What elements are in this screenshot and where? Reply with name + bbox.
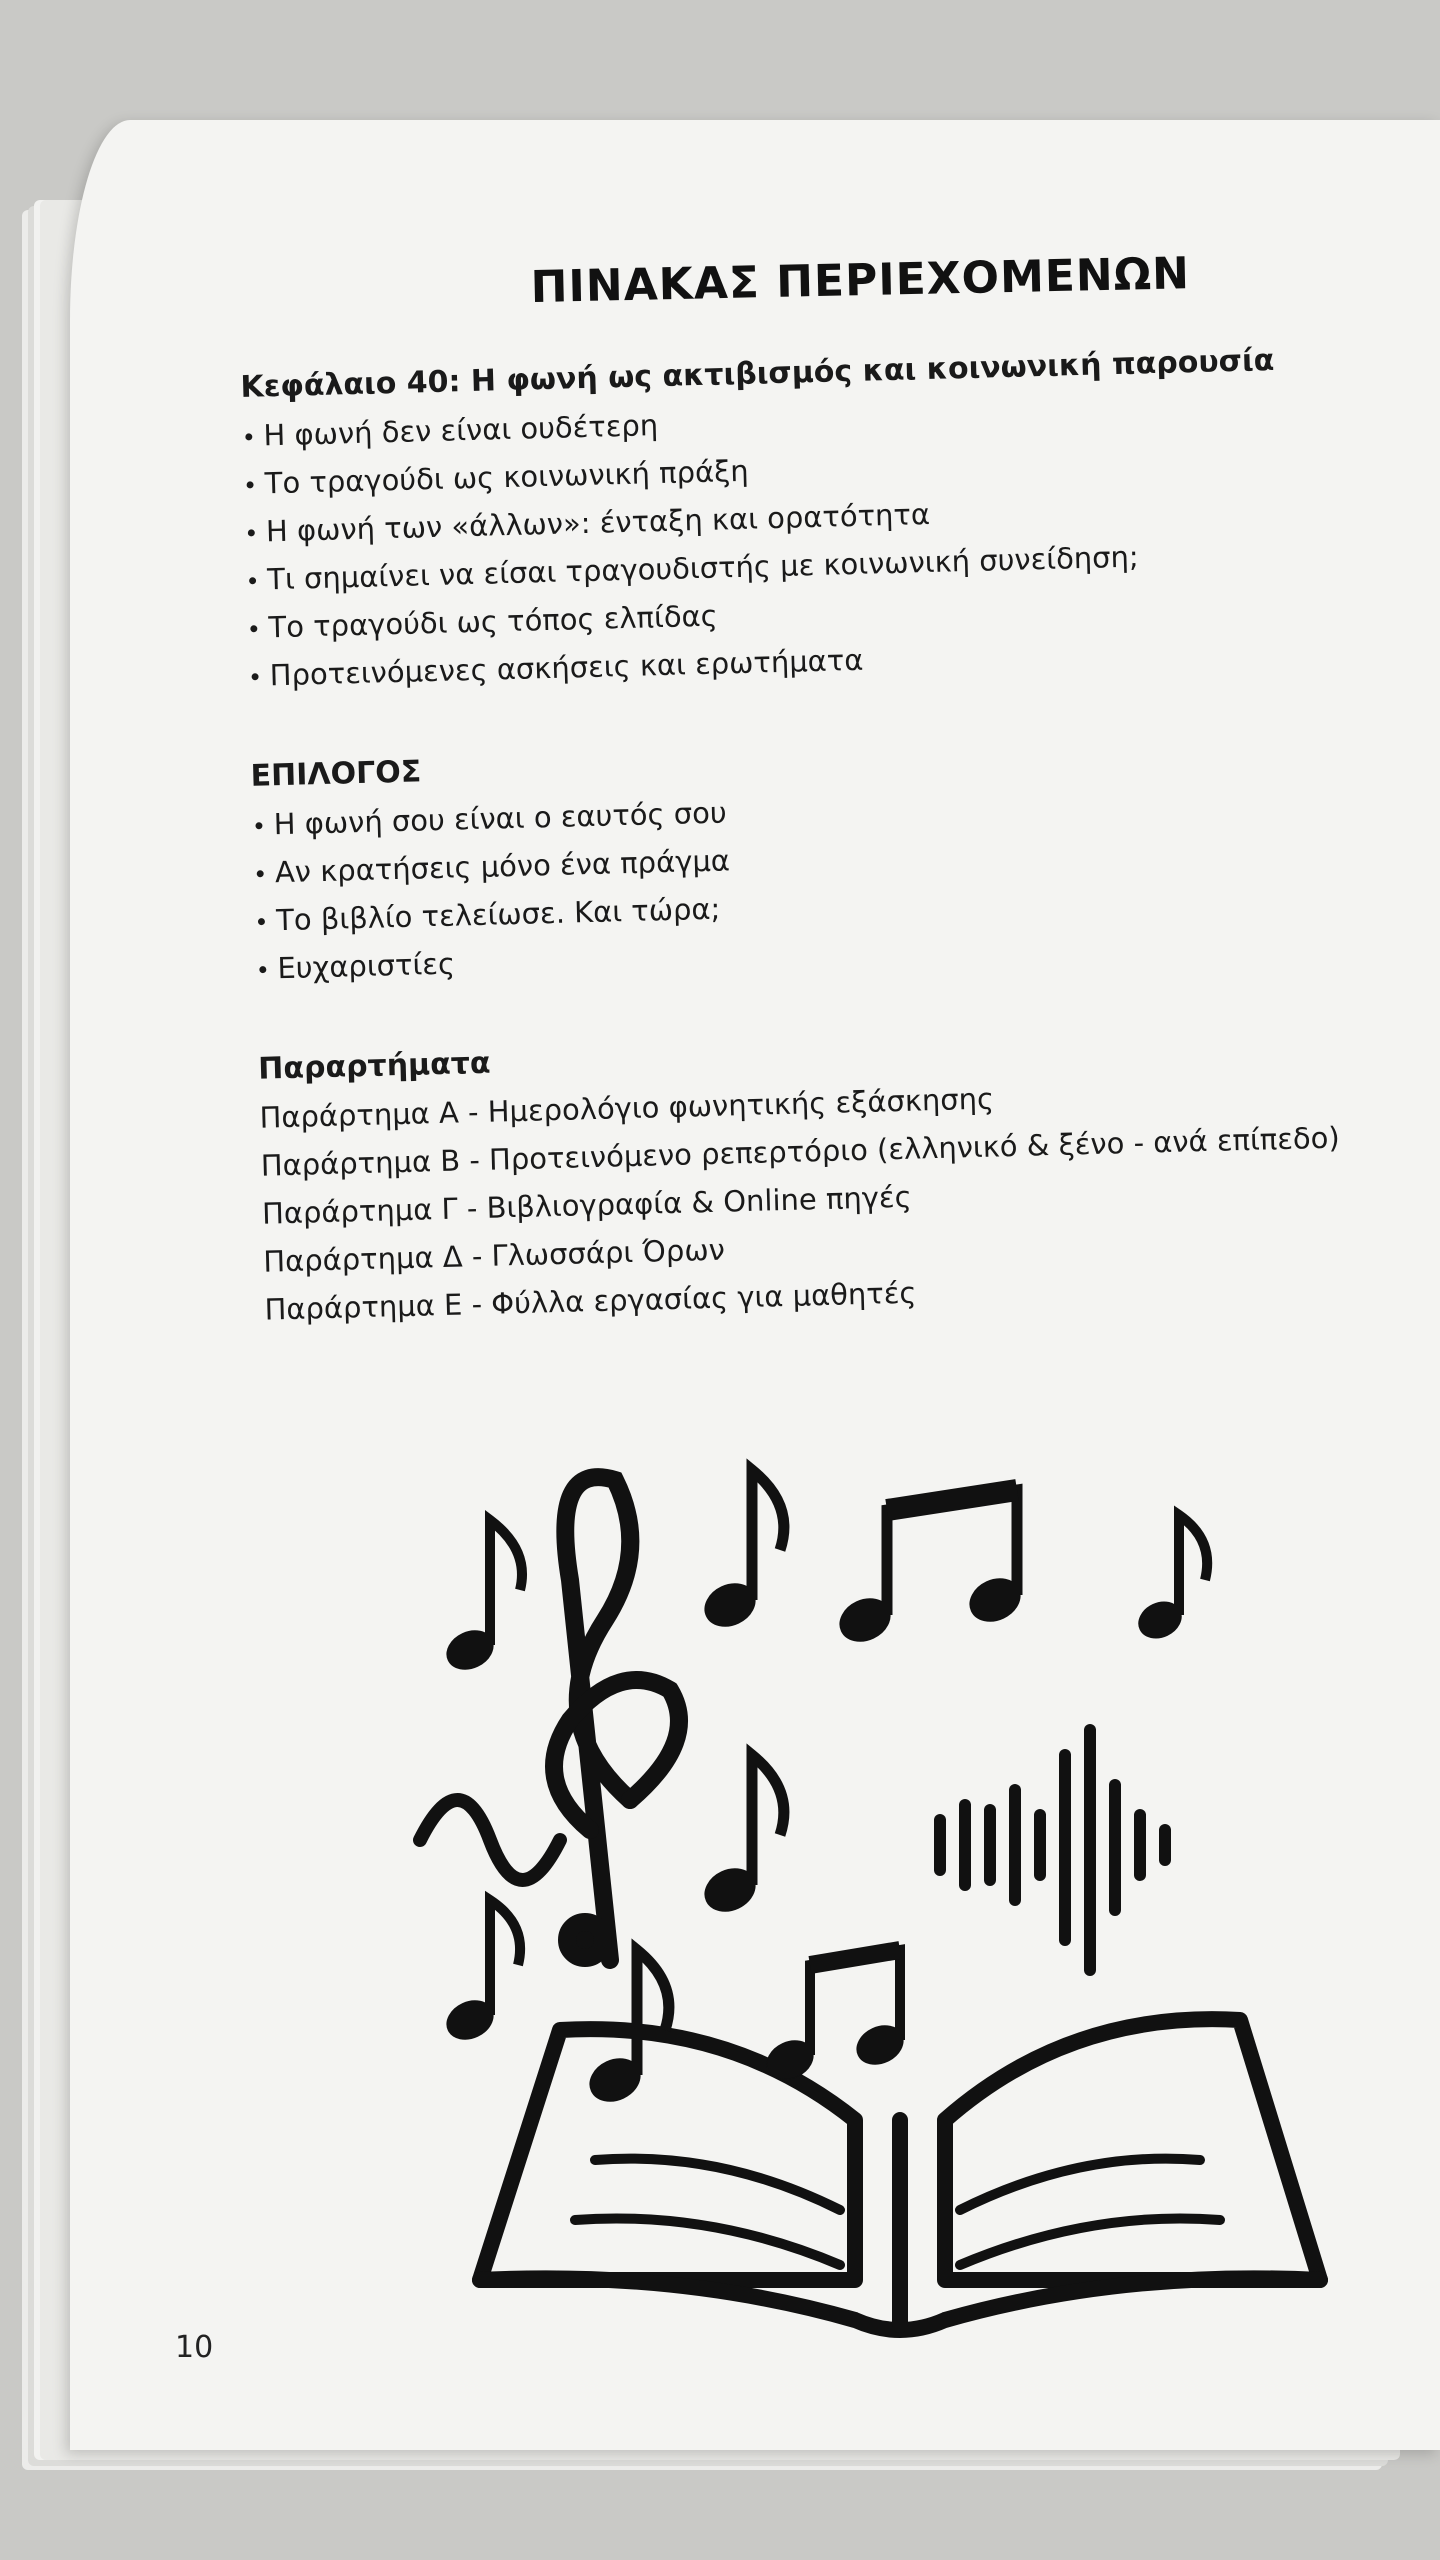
list-item: • Το τραγούδι ως τόπος ελπίδας — [246, 574, 1427, 653]
appendices-section — [258, 1021, 1440, 1335]
list-item: • Η φωνή των «άλλων»: ένταξη και ορατότητα — [244, 478, 1425, 557]
sound-wave-icon — [420, 1800, 560, 1880]
page-title: ΠΙΝΑΚΑΣ ΠΕΡΙΕΧΟΜΕΝΩΝ — [530, 248, 1191, 314]
epilogue-list — [251, 771, 1436, 994]
table-of-contents — [240, 339, 1440, 1393]
beamed-notes-icon — [761, 1950, 910, 2086]
list-item: Παράρτημα Γ - Βιβλιογραφία & Online πηγές — [261, 1179, 913, 1231]
music-note-icon — [441, 1900, 520, 2046]
page-number: 10 — [175, 2330, 214, 2365]
audio-bars-icon — [940, 1730, 1165, 1970]
appendices-list — [259, 1064, 1440, 1335]
music-note-icon — [698, 1755, 784, 1919]
appendices-heading: Παραρτήματα — [257, 1045, 491, 1087]
list-item: • Η φωνή σου είναι ο εαυτός σου — [251, 771, 1432, 850]
music-note-icon — [441, 1520, 522, 1676]
chapter-40-heading: Κεφάλαιο 40: Η φωνή ως ακτιβισμός και κοινωνική παρουσία — [240, 342, 1275, 405]
list-item: Παράρτημα Α - Ημερολόγιο φωνητικής εξάσκησης — [259, 1081, 995, 1135]
list-item: • Προτεινόμενες ασκήσεις και ερωτήματα — [247, 622, 1428, 701]
list-item: • Το τραγούδι ως κοινωνική πράξη — [242, 430, 1423, 509]
list-item: Παράρτημα Ε - Φύλλα εργασίας για μαθητές — [264, 1275, 917, 1327]
list-item: Παράρτημα Β - Προτεινόμενο ρεπερτόριο (ελληνικό & ξένο - ανά επίπεδο) — [260, 1120, 1341, 1183]
beamed-notes-icon — [833, 1490, 1027, 1649]
list-item: • Τι σημαίνει να είσαι τραγουδιστής με κοινωνική συνείδηση; — [245, 526, 1426, 605]
list-item: • Ευχαριστίες — [255, 915, 1436, 994]
chapter-40-section — [240, 339, 1428, 701]
music-note-icon — [698, 1470, 784, 1634]
book-page — [70, 120, 1440, 2450]
list-item: • Το βιβλίο τελείωσε. Και τώρα; — [254, 867, 1435, 946]
epilogue-heading: ΕΠΙΛΟΓΟΣ — [250, 754, 422, 794]
list-item: Παράρτημα Δ - Γλωσσάρι Όρων — [262, 1232, 726, 1279]
list-item: • Η φωνή δεν είναι ουδέτερη — [241, 382, 1422, 461]
treble-clef-icon — [554, 1477, 679, 1960]
list-item: • Αν κρατήσεις μόνο ένα πράγμα — [253, 819, 1434, 898]
music-note-icon — [1133, 1515, 1207, 1645]
music-book-icon — [400, 1420, 1400, 2370]
epilogue-section — [250, 728, 1436, 994]
chapter-40-list — [241, 382, 1428, 701]
